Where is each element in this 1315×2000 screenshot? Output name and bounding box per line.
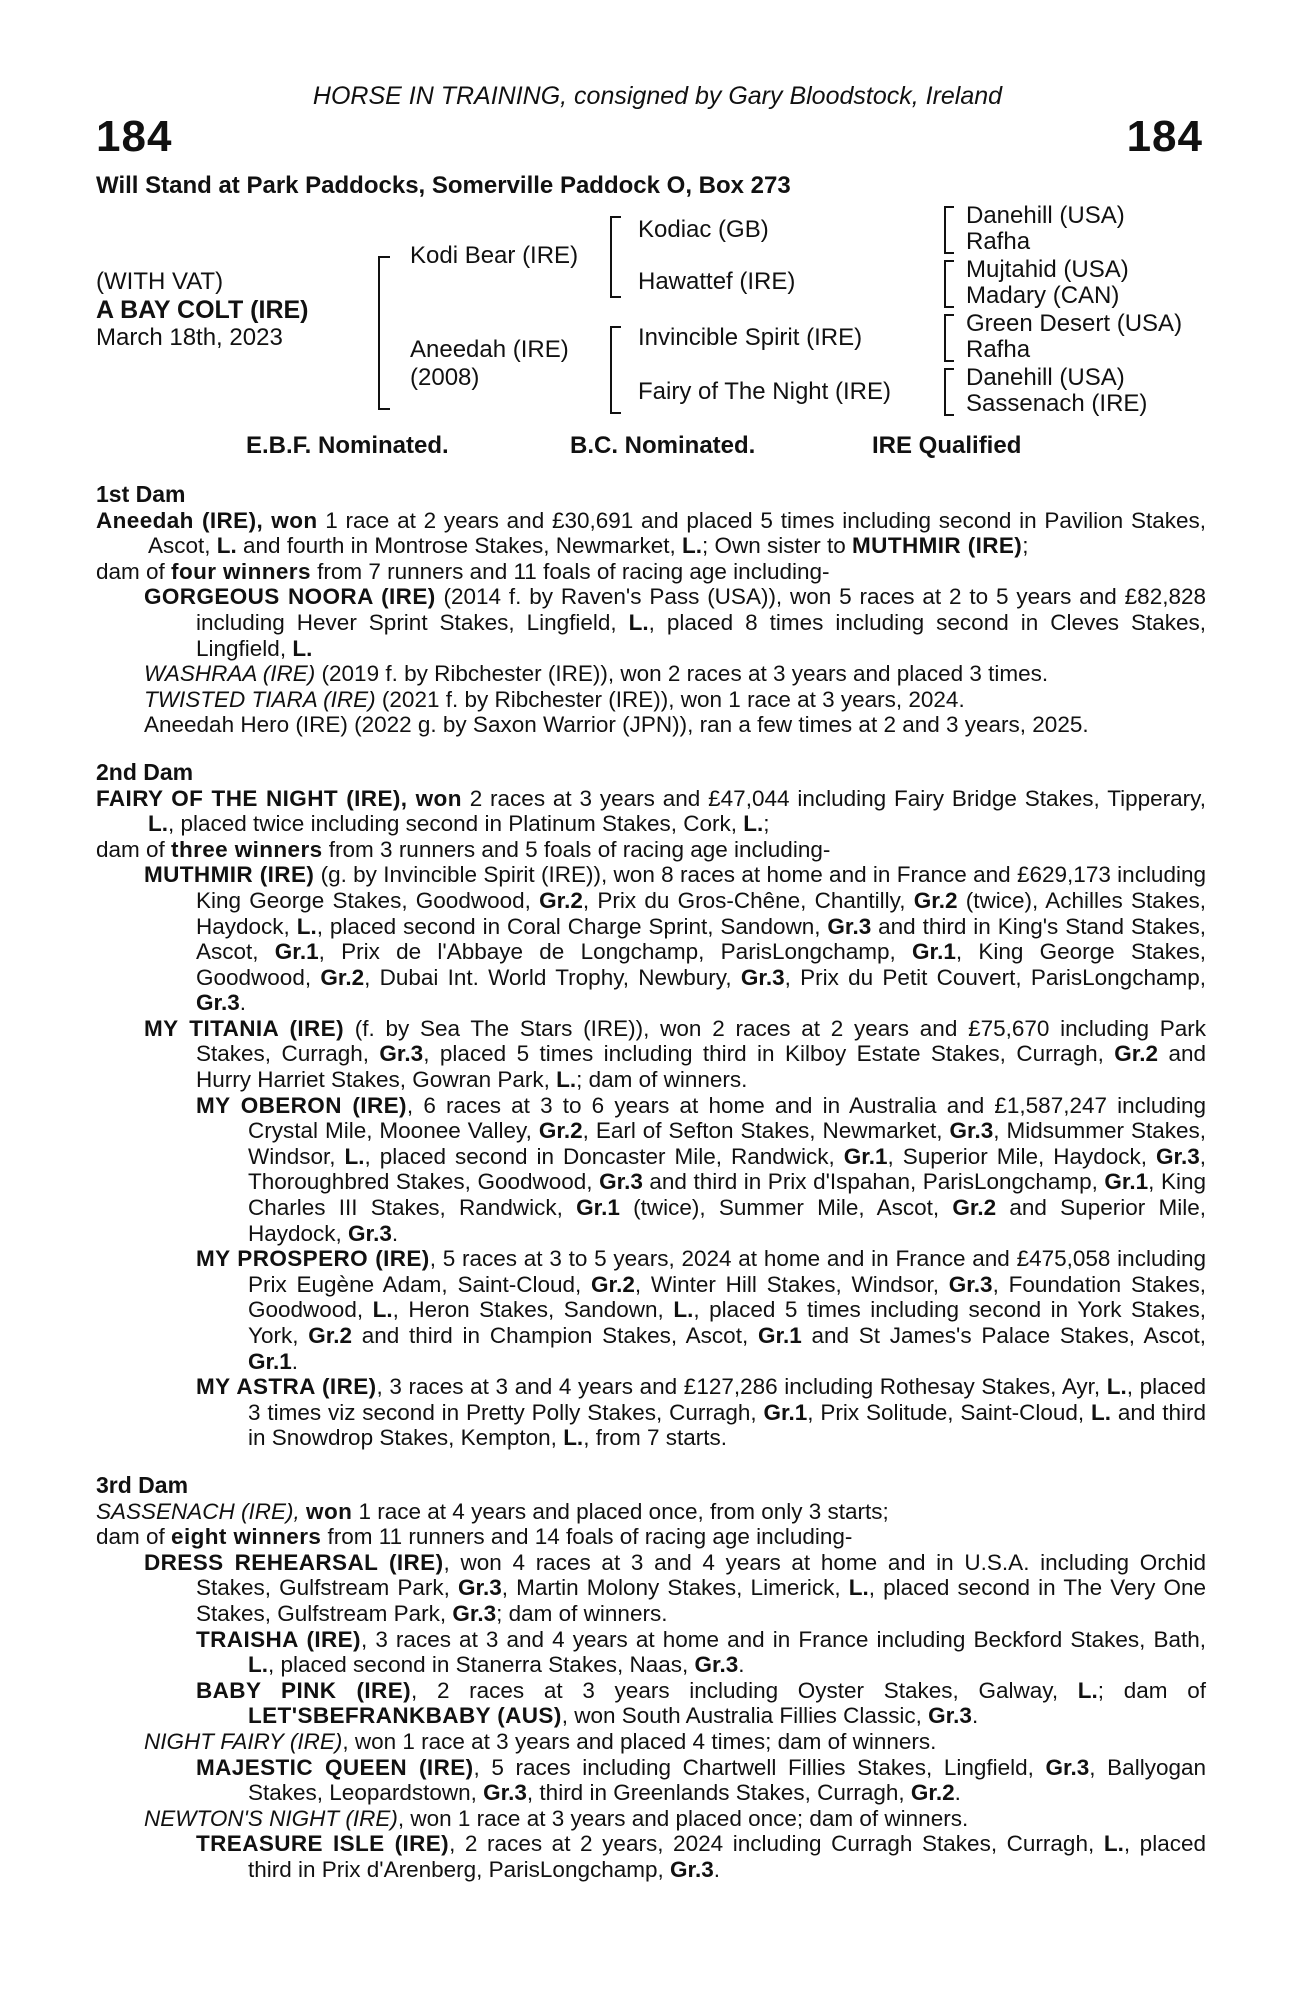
produce-name: TRAISHA (IRE) — [196, 1626, 361, 1652]
produce-entry: MUTHMIR (IRE) (g. by Invincible Spirit (IRE)), won 8 races at home and in France and £629,173 including King George Stakes, Goodwood, Gr.2, Prix du Gros-Chêne, Chantilly, Gr.2 (twice), Achilles Stakes, Haydock, L., placed second in Coral Charge Sprint, Sandown, Gr.3 and third in King's Stand Stakes, Ascot, Gr.1, Prix de l'Abbaye de Longchamp, ParisLongchamp, Gr.1, King George Stakes, Goodwood, Gr.2, Dubai Int. World Trophy, Newbury, Gr.3, Prix du Petit Couvert, ParisLongchamp, Gr.3. — [144, 862, 1206, 1016]
grandproduce-entry: TRAISHA (IRE), 3 races at 3 and 4 years at home and in France including Beckford Stakes, Bath, L., placed second in Stanerra Stakes, Naas, Gr.3. — [196, 1626, 1207, 1678]
first-dam-heading: 1st Dam — [96, 481, 186, 507]
grandproduce-entry: MAJESTIC QUEEN (IRE), 5 races including Chartwell Fillies Stakes, Lingfield, Gr.3, Ballyogan Stakes, Leopardstown, Gr.3, third in Greenlands Stakes, Curragh, Gr.2. — [196, 1754, 1206, 1806]
first-dam-record: Aneedah (IRE), won 1 race at 2 years and £30,691 and placed 5 times including second in Pavilion Stakes, Ascot, L. and fourth in Montrose Stakes, Newmarket, L.; Own sister to MUTHMIR (IRE); — [96, 507, 1206, 559]
pedigree-brace-sire — [610, 216, 621, 298]
produce-name: MAJESTIC QUEEN (IRE) — [196, 1754, 474, 1780]
foaling-date: March 18th, 2023 — [96, 324, 283, 351]
grandsire-1: Danehill (USA) — [966, 202, 1125, 229]
ebf-nominated: E.B.F. Nominated. — [246, 432, 449, 459]
produce-entry: NEWTON'S NIGHT (IRE), won 1 race at 3 years and placed once; dam of winners. — [144, 1805, 969, 1831]
dam-name: FAIRY OF THE NIGHT (IRE), won — [96, 785, 462, 811]
produce-name: TWISTED TIARA (IRE) — [144, 686, 376, 712]
sire-sire: Kodiac (GB) — [638, 216, 769, 243]
consignment-line: HORSE IN TRAINING, consigned by Gary Bloodstock, Ireland — [312, 82, 1003, 110]
pedigree-brace-g3 — [944, 314, 954, 362]
ire-qualified: IRE Qualified — [872, 432, 1022, 459]
produce-entry: Aneedah Hero (IRE) (2022 g. by Saxon Warrior (JPN)), ran a few times at 2 and 3 years, 2025. — [144, 712, 1089, 738]
bc-nominated: B.C. Nominated. — [570, 432, 756, 459]
dam: Aneedah (IRE) — [410, 336, 569, 363]
produce-name: NEWTON'S NIGHT (IRE) — [144, 1805, 398, 1831]
grandproduce-entry: BABY PINK (IRE), 2 races at 3 years including Oyster Stakes, Galway, L.; dam of LET'SBEFRANKBABY (AUS), won South Australia Fillies Classic, Gr.3. — [196, 1677, 1206, 1729]
sister-name: MUTHMIR (IRE) — [852, 533, 1023, 559]
produce-entry: GORGEOUS NOORA (IRE) (2014 f. by Raven's Pass (USA)), won 5 races at 2 to 5 years and £82,828 including Hever Sprint Stakes, Lingfield, L., placed 8 times including second in Cleves Stakes, Lingfield, L. — [144, 584, 1206, 661]
second-dam-heading: 2nd Dam — [96, 758, 194, 785]
produce-name: MY ASTRA (IRE) — [196, 1374, 377, 1400]
grandproduce-entry: MY ASTRA (IRE), 3 races at 3 and 4 years and £127,286 including Rothesay Stakes, Ayr, L., placed 3 times viz second in Pretty Polly Stakes, Curragh, Gr.1, Prix Solitude, Saint-Cloud, L. and third in Snowdrop Stakes, Kempton, L., from 7 starts. — [196, 1374, 1206, 1451]
grandsire-2: Mujtahid (USA) — [966, 256, 1129, 283]
produce-entry: TWISTED TIARA (IRE) (2021 f. by Ribchester (IRE)), won 1 race at 3 years, 2024. — [144, 686, 965, 712]
dam-dam: Fairy of The Night (IRE) — [638, 378, 891, 405]
granddam-2: Madary (CAN) — [966, 282, 1120, 309]
pedigree-brace-g4 — [944, 368, 954, 416]
vat-label: (WITH VAT) — [96, 268, 224, 295]
produce-name: MUTHMIR (IRE) — [144, 862, 315, 888]
sire: Kodi Bear (IRE) — [410, 242, 579, 269]
produce-name: GORGEOUS NOORA (IRE) — [144, 584, 436, 610]
produce-entry: MY TITANIA (IRE) (f. by Sea The Stars (IRE)), won 2 races at 2 years and £75,670 including Park Stakes, Curragh, Gr.3, placed 5 times including third in Kilboy Estate Stakes, Curragh, Gr.2 and Hurry Harriet Stakes, Gowran Park, L.; dam of winners. — [144, 1015, 1207, 1093]
grandsire-4: Danehill (USA) — [966, 364, 1125, 391]
produce-name: NIGHT FAIRY (IRE) — [144, 1728, 343, 1754]
produce-name: BABY PINK (IRE) — [196, 1677, 411, 1703]
grandproduce-entry: TREASURE ISLE (IRE), 2 races at 2 years, 2024 including Curragh Stakes, Curragh, L., placed third in Prix d'Arenberg, ParisLongchamp, Gr.3. — [196, 1831, 1206, 1882]
pedigree-brace-g1 — [944, 206, 954, 254]
third-dam-heading: 3rd Dam — [96, 1471, 189, 1498]
produce-name: MY TITANIA (IRE) — [144, 1015, 344, 1041]
second-dam-record: FAIRY OF THE NIGHT (IRE), won 2 races at 3 years and £47,044 including Fairy Bridge Stakes, Tipperary, L., placed twice including second in Platinum Stakes, Cork, L.; — [96, 785, 1206, 837]
horse-name: A BAY COLT (IRE) — [96, 296, 309, 324]
pedigree-brace-g2 — [944, 260, 954, 308]
produce-name: TREASURE ISLE (IRE) — [196, 1831, 450, 1857]
pedigree-brace-main — [378, 256, 390, 410]
grandproduce-entry: MY PROSPERO (IRE), 5 races at 3 to 5 years, 2024 at home and in France and £475,058 including Prix Eugène Adam, Saint-Cloud, Gr.2, Winter Hill Stakes, Windsor, Gr.3, Foundation Stakes, Goodwood, L., Heron Stakes, Sandown, L., placed 5 times including second in York Stakes, York, Gr.2 and third in Champion Stakes, Ascot, Gr.1 and St James's Palace Stakes, Ascot, Gr.1. — [196, 1246, 1206, 1374]
won-label: won — [306, 1498, 353, 1524]
dam-name: SASSENACH (IRE), — [96, 1498, 307, 1524]
grandsire-3: Green Desert (USA) — [966, 310, 1183, 337]
stand-location: Will Stand at Park Paddocks, Somerville Paddock O, Box 273 — [96, 172, 791, 199]
produce-record — [96, 482, 1206, 1882]
won-label: won — [271, 507, 318, 533]
sire-dam: Hawattef (IRE) — [638, 268, 796, 295]
dam-sire: Invincible Spirit (IRE) — [638, 324, 863, 351]
granddam-3: Rafha — [966, 336, 1031, 363]
produce-entry: NIGHT FAIRY (IRE), won 1 race at 3 years and placed 4 times; dam of winners. — [144, 1728, 937, 1754]
granddam-4: Sassenach (IRE) — [966, 390, 1148, 417]
grandproduce-entry: MY OBERON (IRE), 6 races at 3 to 6 years at home and in Australia and £1,587,247 including Crystal Mile, Moonee Valley, Gr.2, Earl of Sefton Stakes, Newmarket, Gr.3, Midsummer Stakes, Windsor, L., placed second in Doncaster Mile, Randwick, Gr.1, Superior Mile, Haydock, Gr.3, Thoroughbred Stakes, Goodwood, Gr.3 and third in Prix d'Ispahan, ParisLongchamp, Gr.1, King Charles III Stakes, Randwick, Gr.1 (twice), Summer Mile, Ascot, Gr.2 and Superior Mile, Haydock, Gr.3. — [196, 1092, 1206, 1246]
produce-name: DRESS REHEARSAL (IRE) — [144, 1549, 444, 1575]
dam-year: (2008) — [410, 364, 480, 391]
produce-entry: WASHRAA (IRE) (2019 f. by Ribchester (IRE)), won 2 races at 3 years and placed 3 times. — [144, 661, 1049, 687]
produce-name: WASHRAA (IRE) — [144, 661, 316, 687]
dam-name: Aneedah (IRE), — [96, 507, 272, 533]
first-dam-produce: dam of four winners from 7 runners and 11 foals of racing age including- — [96, 558, 830, 584]
produce-name: MY PROSPERO (IRE) — [196, 1246, 430, 1272]
second-dam-produce: dam of three winners from 3 runners and 5 foals of racing age including- — [96, 836, 831, 862]
granddam-1: Rafha — [966, 228, 1031, 255]
third-dam-produce: dam of eight winners from 11 runners and 14 foals of racing age including- — [96, 1524, 853, 1550]
third-dam-record: SASSENACH (IRE), won 1 race at 4 years and placed once, from only 3 starts; — [96, 1498, 889, 1524]
pedigree-brace-dam — [610, 326, 621, 414]
produce-name: LET'SBEFRANKBABY (AUS) — [248, 1703, 562, 1729]
produce-entry: DRESS REHEARSAL (IRE), won 4 races at 3 and 4 years at home and in U.S.A. including Orchid Stakes, Gulfstream Park, Gr.3, Martin Molony Stakes, Limerick, L., placed second in The Very One Stakes, Gulfstream Park, Gr.3; dam of winners. — [144, 1549, 1206, 1626]
produce-name: MY OBERON (IRE) — [196, 1092, 407, 1118]
lot-number-left: 184 — [96, 112, 173, 161]
lot-number-right: 184 — [1126, 112, 1203, 161]
